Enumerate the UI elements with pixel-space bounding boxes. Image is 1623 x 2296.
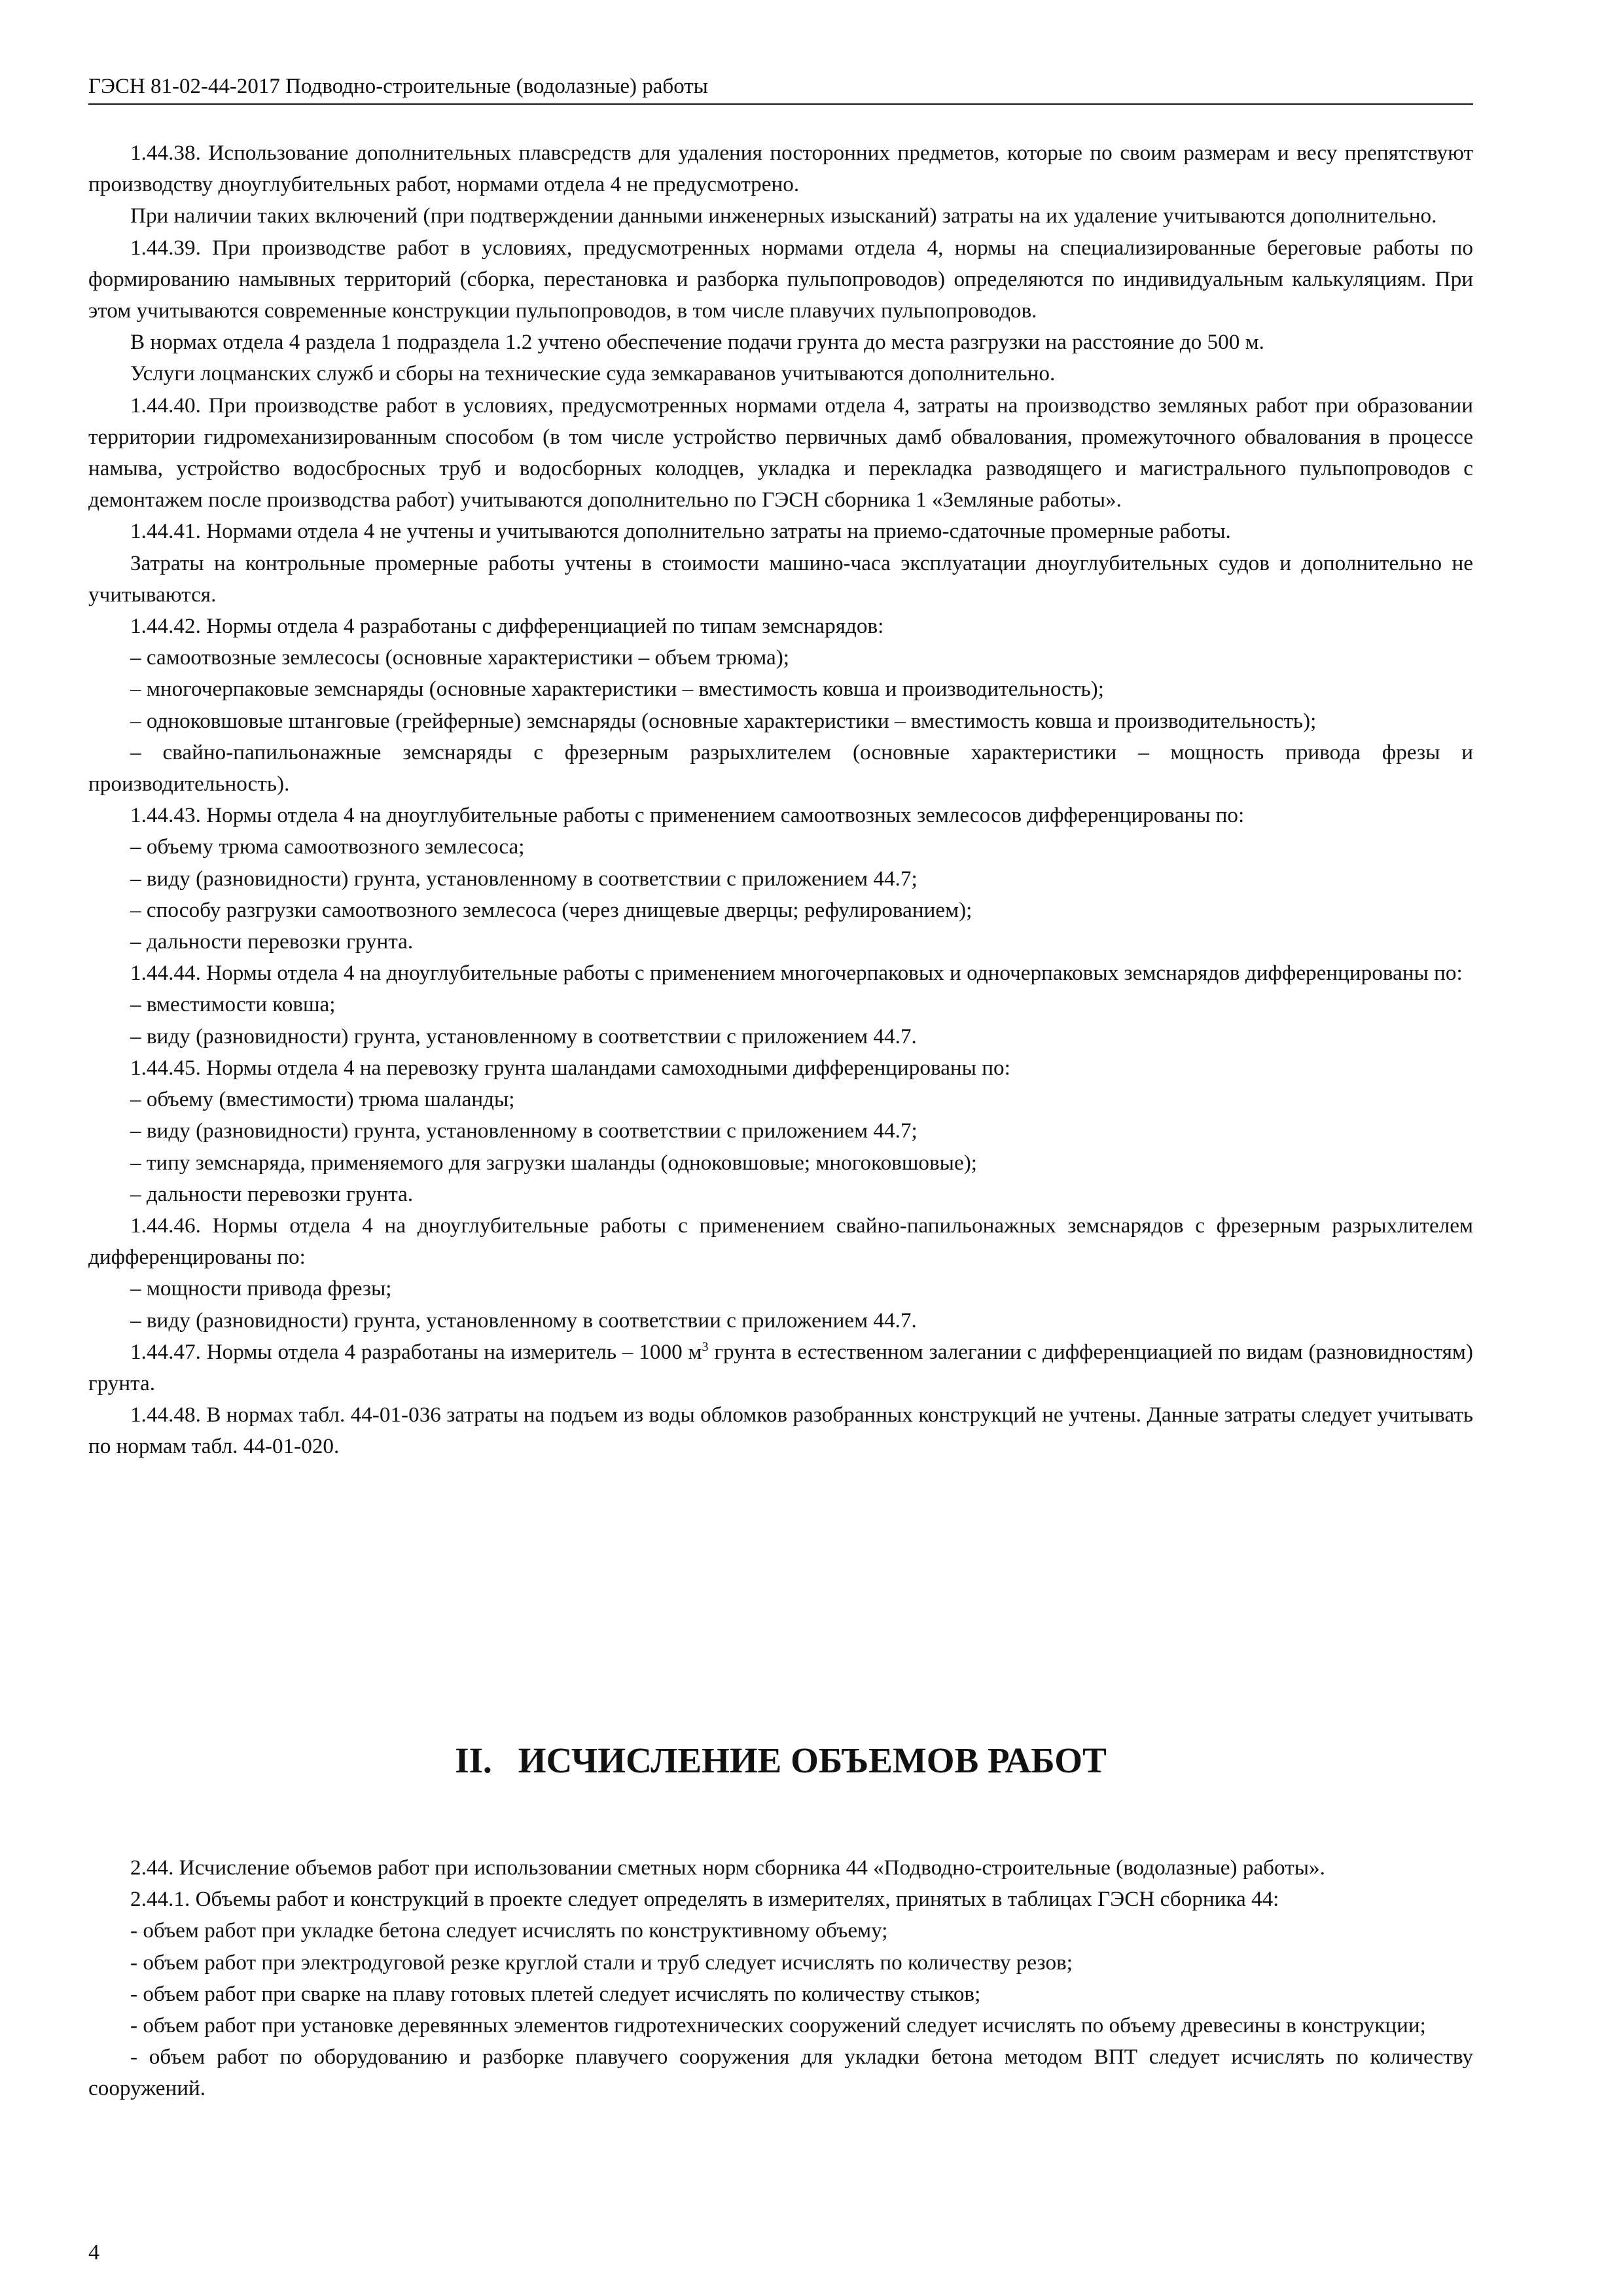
list-item: – самоотвозные землесосы (основные характеристики – объем трюма); xyxy=(130,645,790,670)
list-item: – многочерпаковые земснаряды (основные характеристики – вместимость ковша и производительность); xyxy=(130,677,1104,702)
list-item: – объему (вместимости) трюма шаланды; xyxy=(130,1087,515,1112)
section-number: II. xyxy=(455,1740,492,1780)
list-item: - объем работ при установке деревянных элементов гидротехнических сооружений следует исчислять по объему древесины в конструкции; xyxy=(130,2013,1426,2038)
list-item: – типу земснаряда, применяемого для загрузки шаланды (одноковшовые; многоковшовые); xyxy=(130,1150,977,1175)
list-item: – дальности перевозки грунта. xyxy=(130,929,414,954)
list-item: - объем работ при электродуговой резке круглой стали и труб следует исчислять по количеству резов; xyxy=(130,1950,1073,1975)
paragraph: 1.44.40. При производстве работ в условиях, предусмотренных нормами отдела 4, затраты на производство земляных работ при образовании территории гидромеханизированным способом (в том числе устройство первичных дамб обвалования, промежуточного обвалования в процессе намыва, устройство водосбросных труб и водосборных колодцев, укладка и перекладка разводящего и магистрального пульпопроводов с демонтажем после производства работ) учитываются дополнительно по ГЭСН сборника 1 «Земляные работы». xyxy=(88,393,1473,512)
list-item: - объем работ при укладке бетона следует исчислять по конструктивному объему; xyxy=(130,1918,888,1943)
superscript: 3 xyxy=(702,1339,709,1354)
paragraph: 1.44.43. Нормы отдела 4 на дноуглубительные работы с применением самоотвозных землесосов дифференцированы по: xyxy=(130,803,1245,828)
paragraph: Услуги лоцманских служб и сборы на технические суда земкараванов учитываются дополнительно. xyxy=(130,361,1056,386)
paragraph: 1.44.39. При производстве работ в условиях, предусмотренных нормами отдела 4, нормы на специализированные береговые работы по формированию намывных территорий (сборка, перестановка и разборка пульпопроводов) определяются по индивидуальным калькуляциям. При этом учитываются современные конструкции пульпопроводов, в том числе плавучих пульпопроводов. xyxy=(88,235,1473,323)
body-text-part-1 xyxy=(88,137,1473,1463)
paragraph: 1.44.41. Нормами отдела 4 не учтены и учитываются дополнительно затраты на приемо-сдаточные промерные работы. xyxy=(130,519,1231,544)
paragraph: 1.44.48. В нормах табл. 44-01-036 затраты на подъем из воды обломков разобранных конструкций не учтены. Данные затраты следует учитывать по нормам табл. 44-01-020. xyxy=(88,1403,1473,1459)
list-item: – виду (разновидности) грунта, установленному в соответствии с приложением 44.7; xyxy=(130,1119,918,1143)
body-text-part-2 xyxy=(88,1852,1473,2105)
section-title-text: ИСЧИСЛЕНИЕ ОБЪЕМОВ РАБОТ xyxy=(518,1740,1107,1780)
list-item: – свайно-папильонажные земснаряды с фрезерным разрыхлителем (основные характеристики – мощность привода фрезы и производительность). xyxy=(88,740,1473,797)
paragraph: Затраты на контрольные промерные работы учтены в стоимости машино-часа эксплуатации дноуглубительных судов и дополнительно не учитываются. xyxy=(88,550,1473,607)
list-item: – виду (разновидности) грунта, установленному в соответствии с приложением 44.7; xyxy=(130,866,918,891)
paragraph-1-44-47 xyxy=(88,1336,1473,1399)
list-item: - объем работ при сварке на плаву готовых плетей следует исчислять по количеству стыков; xyxy=(130,1981,981,2006)
paragraph: 1.44.44. Нормы отдела 4 на дноуглубительные работы с применением многочерпаковых и одночерпаковых земснарядов дифференцированы по: xyxy=(130,961,1463,986)
paragraph: 1.44.38. Использование дополнительных плавсредств для удаления посторонних предметов, которые по своим размерам и весу препятствуют производству дноуглубительных работ, нормами отдела 4 не предусмотрено. xyxy=(88,141,1473,197)
paragraph-text: грунта в естественном залегании с дифференциацией по видам (разновидностям) грунта. xyxy=(88,1339,1473,1395)
page-number: 4 xyxy=(88,2240,99,2265)
list-item: – мощности привода фрезы; xyxy=(130,1276,392,1301)
list-item: - объем работ по оборудованию и разборке плавучего сооружения для укладки бетона методом ВПТ следует исчислять по количеству сооружений. xyxy=(88,2045,1473,2101)
paragraph: 2.44. Исчисление объемов работ при использовании сметных норм сборника 44 «Подводно-строительные (водолазные) работы». xyxy=(130,1856,1325,1880)
paragraph: 2.44.1. Объемы работ и конструкций в проекте следует определять в измерителях, принятых в таблицах ГЭСН сборника 44: xyxy=(130,1887,1279,1912)
list-item: – виду (разновидности) грунта, установленному в соответствии с приложением 44.7. xyxy=(130,1024,917,1049)
list-item: – виду (разновидности) грунта, установленному в соответствии с приложением 44.7. xyxy=(130,1308,917,1333)
running-header: ГЭСН 81-02-44-2017 Подводно-строительные (водолазные) работы xyxy=(88,72,1473,105)
list-item: – способу разгрузки самоотвозного землесоса (через днищевые дверцы; рефулированием); xyxy=(130,897,972,922)
paragraph: В нормах отдела 4 раздела 1 подраздела 1.2 учтено обеспечение подачи грунта до места разгрузки на расстояние до 500 м. xyxy=(130,330,1264,355)
paragraph: 1.44.45. Нормы отдела 4 на перевозку грунта шаландами самоходными дифференцированы по: xyxy=(130,1055,1010,1080)
paragraph: 1.44.46. Нормы отдела 4 на дноуглубительные работы с применением свайно-папильонажных земснарядов с фрезерным разрыхлителем дифференцированы по: xyxy=(88,1213,1473,1270)
list-item: – одноковшовые штанговые (грейферные) земснаряды (основные характеристики – вместимость ковша и производительность); xyxy=(130,708,1317,733)
paragraph: При наличии таких включений (при подтверждении данными инженерных изысканий) затраты на их удаление учитываются дополнительно. xyxy=(130,204,1437,228)
list-item: – дальности перевозки грунта. xyxy=(130,1181,414,1206)
section-heading xyxy=(88,1738,1473,1784)
paragraph: 1.44.42. Нормы отдела 4 разработаны с дифференциацией по типам земснарядов: xyxy=(130,614,884,639)
list-item: – объему трюма самоотвозного землесоса; xyxy=(130,834,525,859)
list-item: – вместимости ковша; xyxy=(130,992,336,1017)
paragraph-text: 1.44.47. Нормы отдела 4 разработаны на измеритель – 1000 м xyxy=(130,1339,702,1364)
